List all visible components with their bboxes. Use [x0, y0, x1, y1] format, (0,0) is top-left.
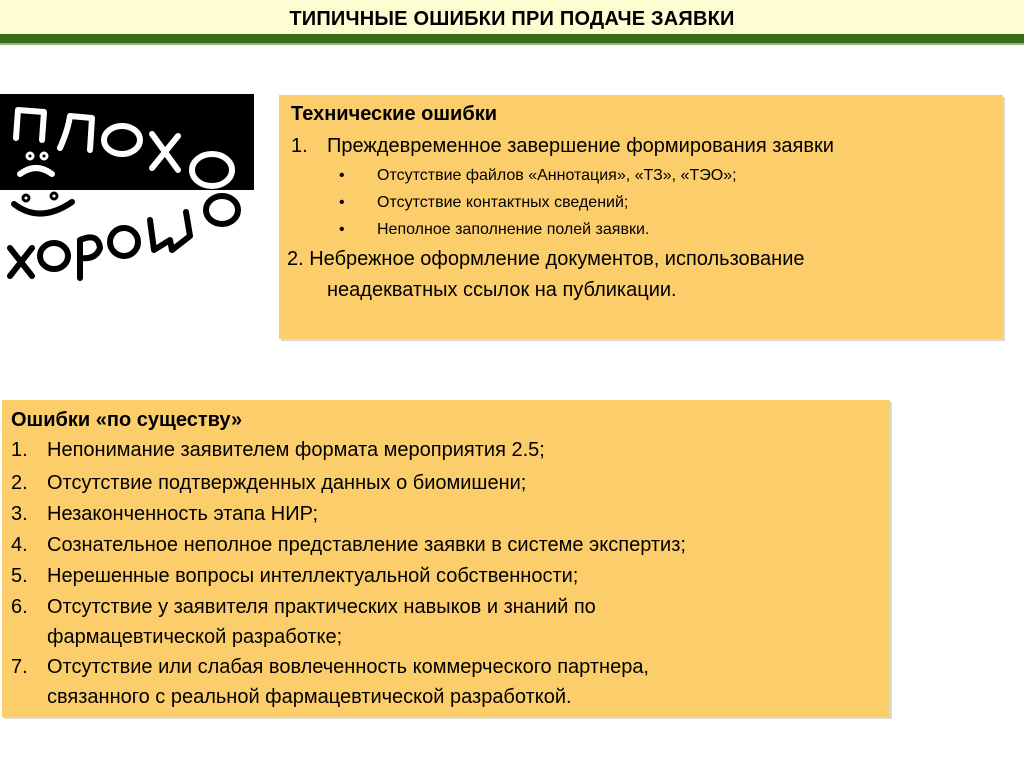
bullet-text: Неполное заполнение полей заявки. [377, 221, 650, 238]
bullet-icon: • [339, 194, 345, 211]
list-item-line: 2. Небрежное оформление документов, использование [287, 248, 805, 270]
item-number: 4. [11, 534, 28, 556]
item-text: Отсутствие подтвержденных данных о биомишени; [47, 472, 527, 494]
title-underline-accent [0, 43, 1024, 45]
list-item-line: неадекватных ссылок на публикации. [327, 279, 677, 301]
bullet-text: Отсутствие контактных сведений; [377, 194, 629, 211]
technical-errors-box [279, 95, 1003, 339]
item-text: Преждевременное завершение формирования заявки [327, 135, 834, 157]
bullet-icon: • [339, 167, 345, 184]
item-number: 5. [11, 565, 28, 587]
item-text: Незаконченность этапа НИР; [47, 503, 319, 525]
item-text: Отсутствие у заявителя практических навыков и знаний по [47, 596, 596, 618]
bullet-icon: • [339, 221, 345, 238]
item-text: Непонимание заявителем формата мероприятия 2.5; [47, 439, 545, 461]
bad-good-picture [0, 90, 256, 288]
substantive-errors-box [2, 400, 890, 717]
technical-errors-title: Технические ошибки [291, 103, 497, 125]
list-item-continuation: связанного с реальной фармацевтической разработкой. [47, 686, 572, 708]
item-text: Отсутствие или слабая вовлеченность коммерческого партнера, [47, 656, 649, 678]
title-bar [0, 0, 1024, 34]
item-number: 7. [11, 656, 28, 678]
bullet-text: Отсутствие файлов «Аннотация», «ТЗ», «ТЭО»; [377, 167, 737, 184]
item-text: Сознательное неполное представление заявки в системе экспертиз; [47, 534, 686, 556]
list-item-continuation: фармацевтической разработке; [47, 626, 343, 648]
item-number: 6. [11, 596, 28, 618]
item-number: 2. [11, 472, 28, 494]
substantive-errors-title: Ошибки «по существу» [11, 409, 243, 431]
item-number: 3. [11, 503, 28, 525]
item-text: Нерешенные вопросы интеллектуальной собственности; [47, 565, 579, 587]
title-underline [0, 34, 1024, 43]
item-number: 1. [11, 439, 28, 461]
page-title: ТИПИЧНЫЕ ОШИБКИ ПРИ ПОДАЧЕ ЗАЯВКИ [289, 8, 735, 30]
item-number: 1. [291, 135, 308, 157]
